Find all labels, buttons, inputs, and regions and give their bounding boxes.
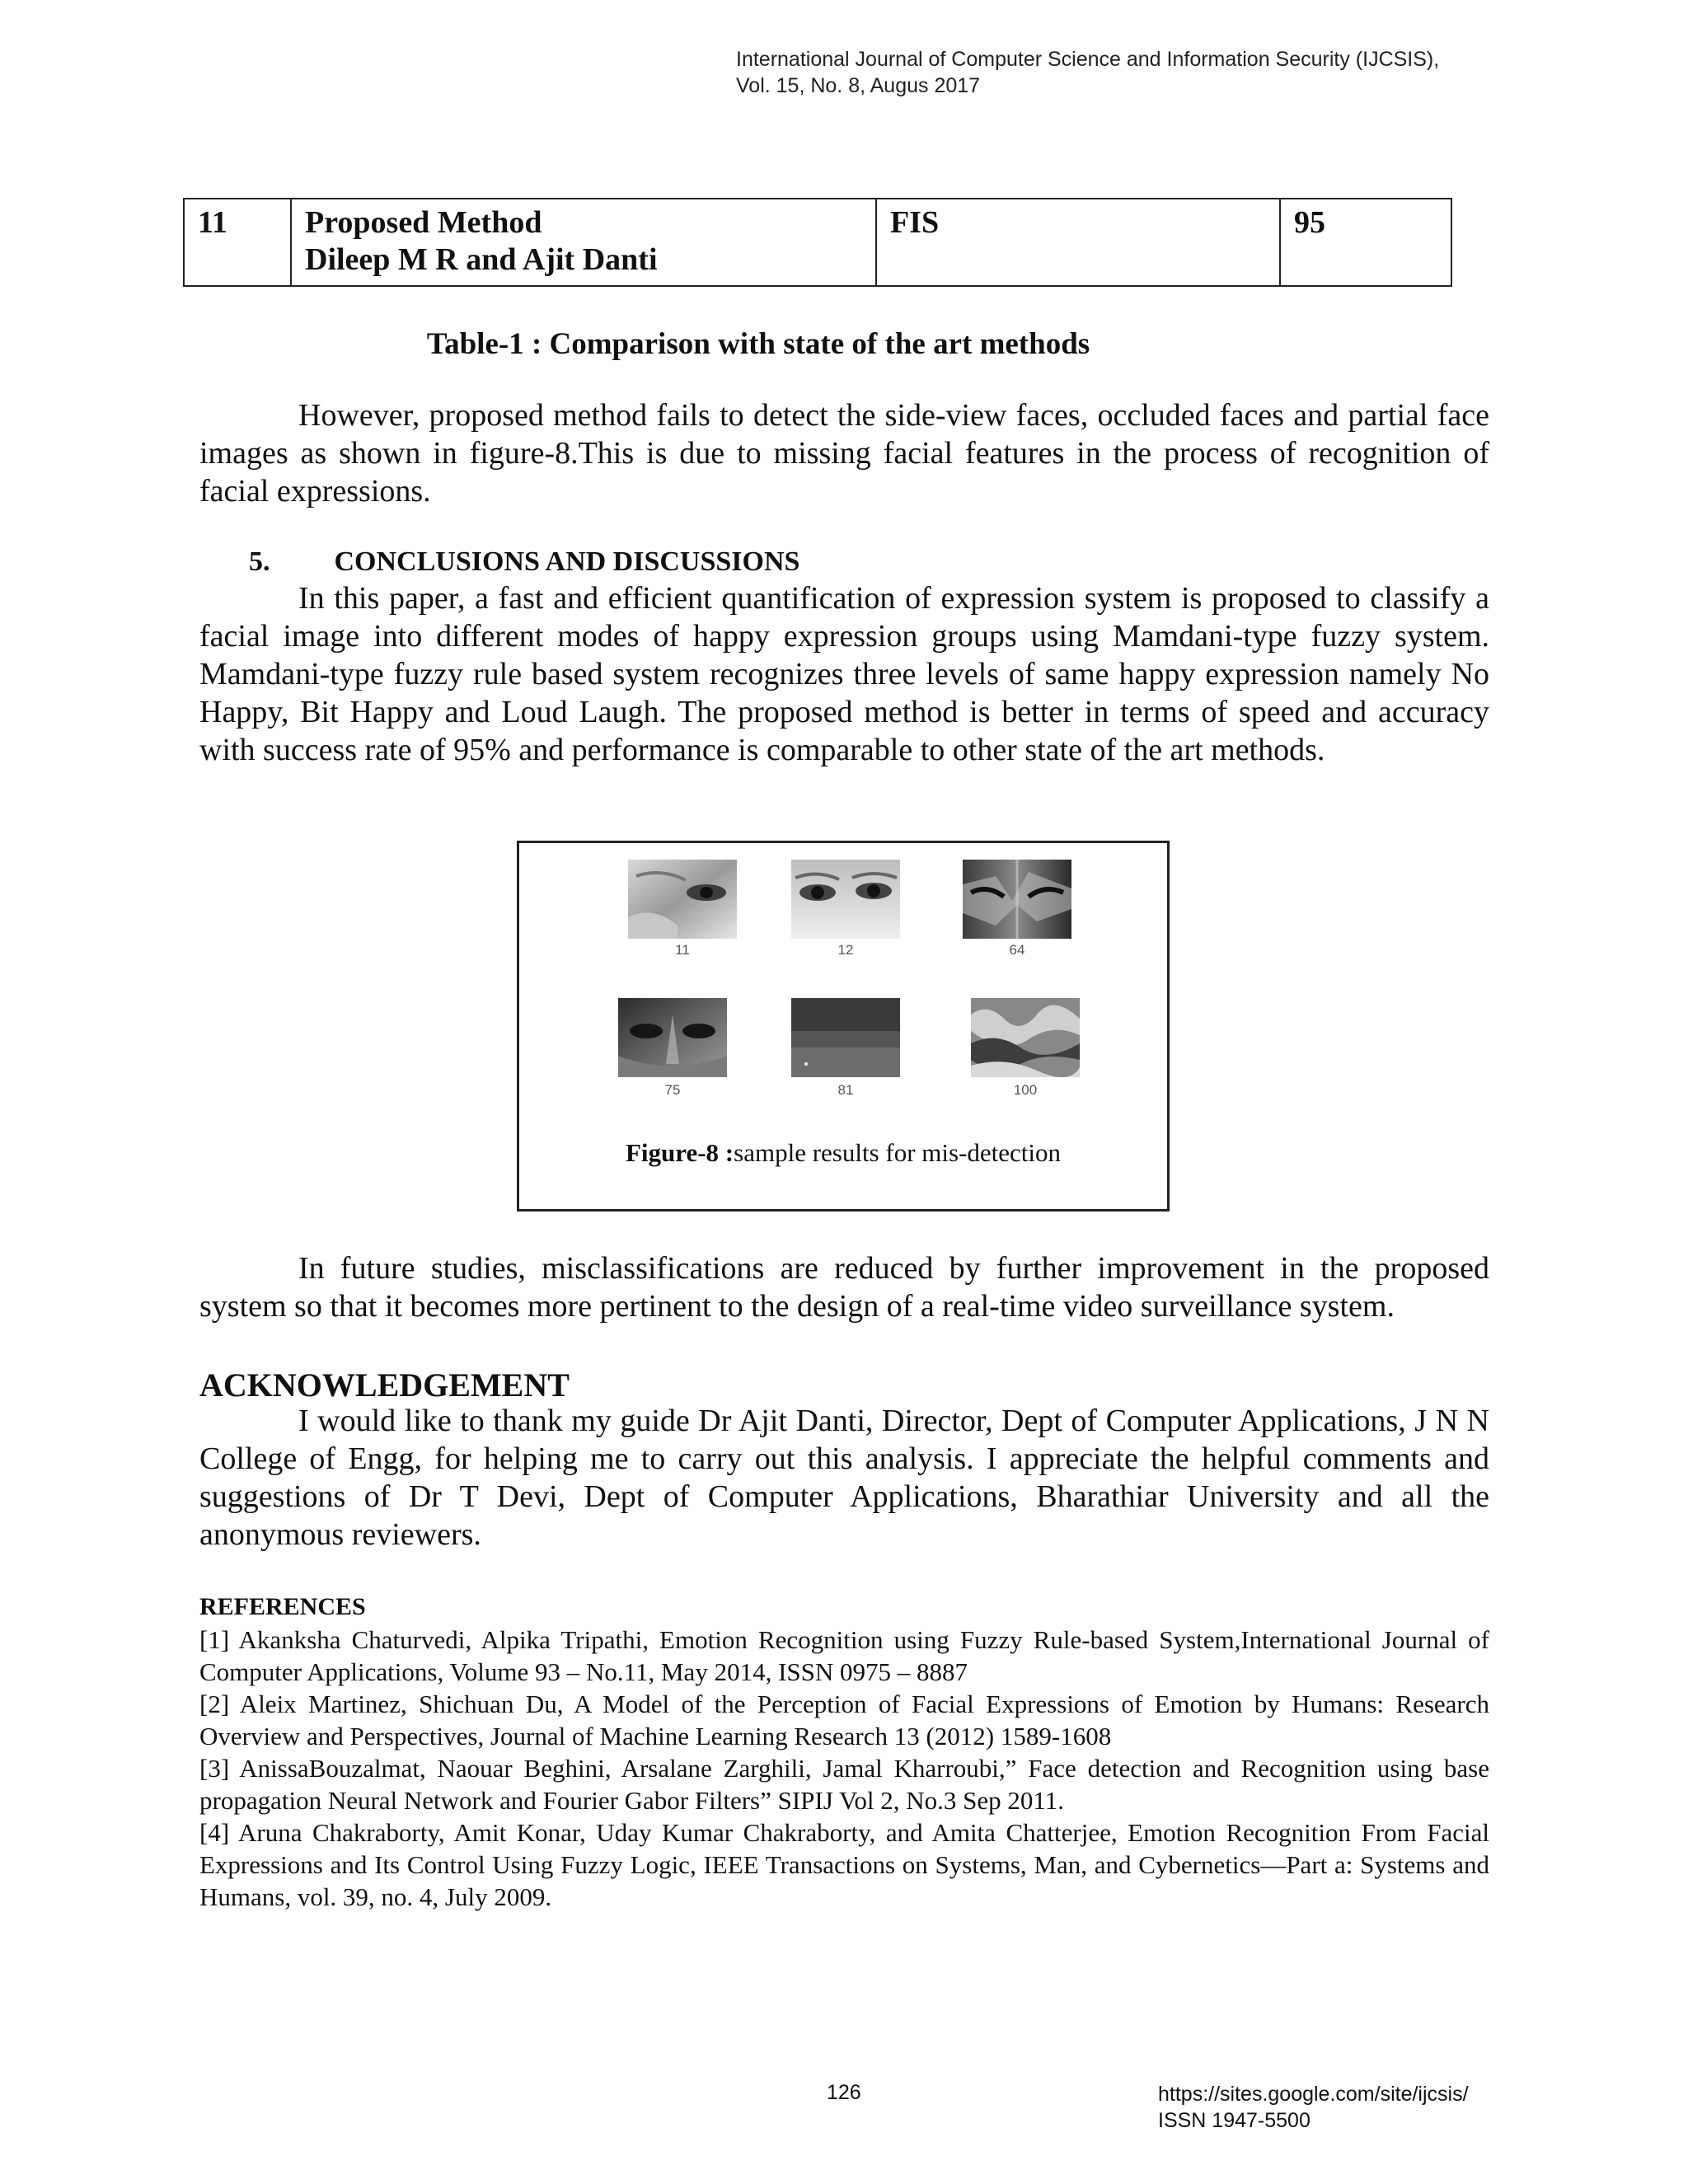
face-thumbnail <box>618 998 727 1077</box>
journal-url: https://sites.google.com/site/ijcsis/ <box>1158 2083 1469 2106</box>
face-thumbnail <box>791 860 900 939</box>
section-heading <box>249 546 799 578</box>
table-cell-rate: 95 <box>1280 199 1451 286</box>
reference-item: [3] AnissaBouzalmat, Naouar Beghini, Arsalane Zarghili, Jamal Kharroubi,” Face detection and Recognition using base propagation Neural Network and Fourier Gabor Filters” SIPIJ Vol 2, No.3 Sep 2011. <box>199 1754 1489 1815</box>
figure-caption-label: Figure-8 : <box>625 1138 734 1167</box>
figure-caption-text: sample results for mis-detection <box>734 1138 1062 1167</box>
method-authors: Dileep M R and Ajit Danti <box>305 242 658 277</box>
journal-issn: ISSN 1947-5500 <box>1158 2109 1311 2132</box>
reference-item: [4] Aruna Chakraborty, Amit Konar, Uday Kumar Chakraborty, and Amita Chatterjee, Emotion Recognition From Facial Expressions and Its Control Using Fuzzy Logic, IEEE Transactions on Systems, Man, and Cybernetics—Part a: Systems and Humans, vol. 39, no. 4, July 2009. <box>199 1818 1489 1911</box>
references-heading: REFERENCES <box>199 1593 366 1620</box>
journal-header-line1: International Journal of Computer Science and Information Security (IJCSIS), <box>736 48 1440 71</box>
conclusion-text: In this paper, a fast and efficient quantification of expression system is proposed to classify a facial image into different modes of happy expression groups using Mamdani-type fuzzy system. Mamdani-type fuzzy rule based system recognizes three levels of same happy expression namely No Happy, Bit Happy and Loud Laugh. The proposed method is better in terms of speed and accuracy with success rate of 95% and performance is comparable to other state of the art methods. <box>199 581 1489 767</box>
section-title: CONCLUSIONS AND DISCUSSIONS <box>334 546 800 577</box>
journal-header <box>736 46 1439 99</box>
face-thumbnail <box>628 860 737 939</box>
thumbnail-label: 100 <box>1013 1082 1038 1098</box>
future-work-paragraph <box>199 1249 1489 1325</box>
future-work-text: In future studies, misclassifications are reduced by further improvement in the proposed system so that it becomes more pertinent to the design of a real-time video surveillance system. <box>199 1251 1489 1324</box>
section-number: 5. <box>249 546 270 577</box>
thumbnail-label: 81 <box>837 1082 854 1098</box>
comparison-table <box>183 198 1452 287</box>
thumbnail-label: 11 <box>675 942 690 958</box>
reference-item: [2] Aleix Martinez, Shichuan Du, A Model of the Perception of Facial Expressions of Emotion by Humans: Research Overview and Perspectives, Journal of Machine Learning Research 13 (2012) 1589-1608 <box>199 1690 1489 1750</box>
limitation-text: However, proposed method fails to detect the side-view faces, occluded faces and partial face images as shown in figure-8.This is due to missing facial features in the process of recognition of facial expressions. <box>199 398 1489 509</box>
journal-footer <box>1158 2081 1469 2134</box>
reference-item: [1] Akanksha Chaturvedi, Alpika Tripathi, Emotion Recognition using Fuzzy Rule-based System,International Journal of Computer Applications, Volume 93 – No.11, May 2014, ISSN 0975 – 8887 <box>199 1625 1489 1686</box>
table-cell-technique: FIS <box>876 199 1280 286</box>
table-caption: Table-1 : Comparison with state of the art methods <box>426 327 1090 361</box>
method-name: Proposed Method <box>305 205 542 240</box>
acknowledgement-heading: ACKNOWLEDGEMENT <box>199 1366 570 1404</box>
page-number: 126 <box>827 2081 861 2104</box>
references-list <box>199 1624 1489 1913</box>
conclusion-paragraph <box>199 579 1489 769</box>
table-row <box>184 199 1451 286</box>
acknowledgement-text: I would like to thank my guide Dr Ajit Danti, Director, Dept of Computer Applications, J N N College of Engg, for helping me to carry out this analysis. I appreciate the helpful comments and suggestions of Dr T Devi, Dept of Computer Applications, Bharathiar University and all the anonymous reviewers. <box>199 1404 1489 1552</box>
figure-8 <box>517 841 1170 1212</box>
thumbnail-label: 75 <box>664 1082 681 1098</box>
limitation-paragraph <box>199 396 1489 510</box>
face-thumbnail <box>971 998 1080 1077</box>
table-cell-number: 11 <box>184 199 291 286</box>
face-thumbnail <box>791 998 900 1077</box>
face-thumbnail <box>963 860 1071 939</box>
thumbnail-label: 64 <box>1009 942 1025 958</box>
thumbnail-label: 12 <box>837 942 854 958</box>
table-cell-method <box>291 199 876 286</box>
journal-header-line2: Vol. 15, No. 8, Augus 2017 <box>736 74 981 97</box>
acknowledgement-paragraph <box>199 1402 1489 1554</box>
figure-caption <box>519 1138 1167 1168</box>
